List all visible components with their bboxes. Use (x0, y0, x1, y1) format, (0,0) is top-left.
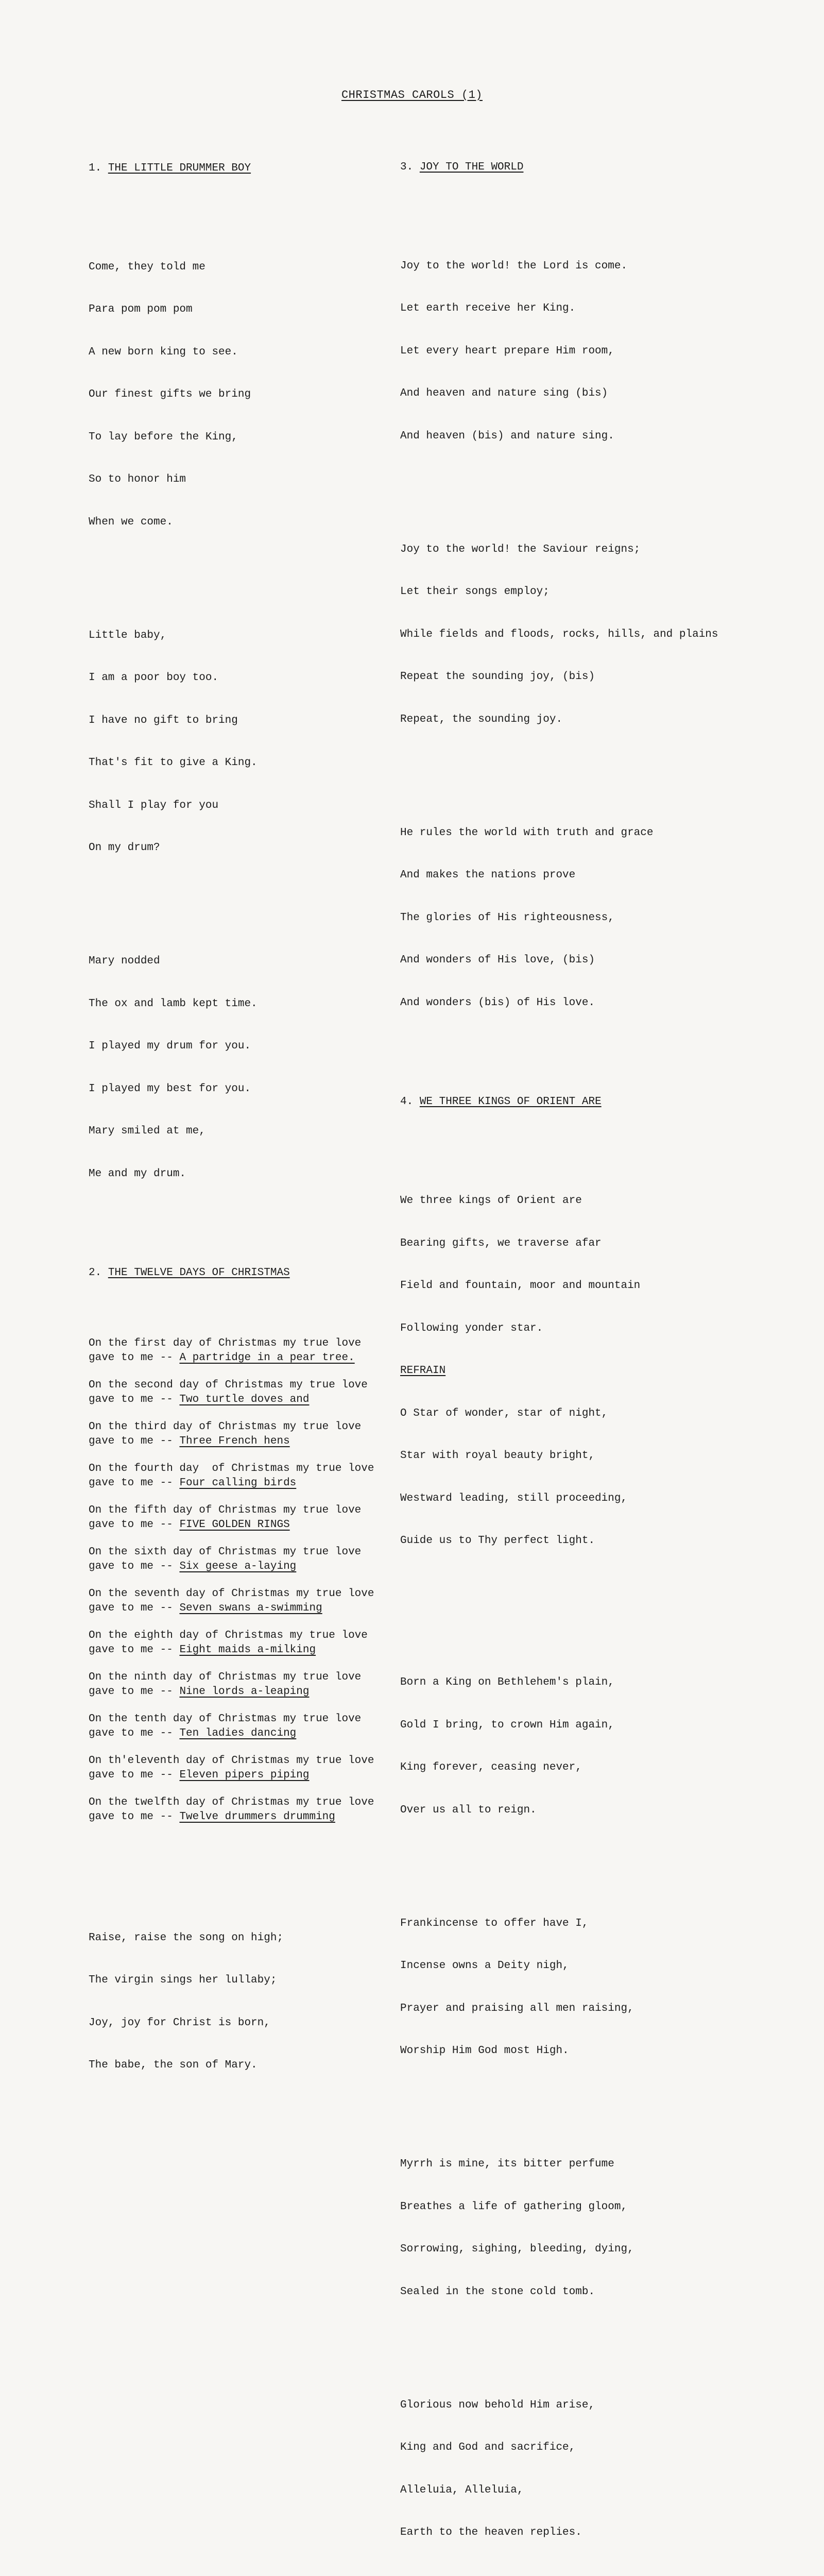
day-stanza (89, 1629, 403, 1657)
stanza (400, 798, 802, 1039)
lyric-line: The glories of His righteousness, (400, 911, 614, 924)
day-stanza (89, 1712, 403, 1740)
day-stanza (89, 1587, 403, 1615)
lyric-line: Me and my drum. (89, 1167, 186, 1180)
lyric-line: Glorious now behold Him arise, (400, 2399, 595, 2411)
lyric-line: And wonders of His love, (bis) (400, 954, 595, 966)
lyric-line: Born a King on Bethlehem's plain, (400, 1676, 614, 1688)
gift-text: Ten ladies dancing (179, 1727, 297, 1739)
lyric-line: And heaven and nature sing (bis) (400, 387, 608, 399)
lyric-line: I played my drum for you. (89, 1040, 251, 1052)
right-column (400, 117, 802, 2576)
gift-text: Three French hens (179, 1435, 290, 1447)
left-column (89, 118, 403, 2115)
day-stanza (89, 1795, 403, 1824)
gift-prefix: gave to me -- (89, 1685, 180, 1698)
stanza (400, 231, 802, 472)
lyric-line: A new born king to see. (89, 346, 238, 358)
lyric-line: Worship Him God most High. (400, 2045, 569, 2057)
lyric-line: On the ninth day of Christmas my true love (89, 1671, 362, 1683)
carol-number: 4. (400, 1096, 414, 1108)
lyric-line (89, 1560, 403, 1574)
lyric-line: Gold I bring, to crown Him again, (400, 1719, 614, 1731)
gift-text: FIVE GOLDEN RINGS (179, 1518, 290, 1531)
lyric-line: Following yonder star. (400, 1322, 543, 1334)
lyric-line: I played my best for you. (89, 1082, 251, 1095)
day-stanza (89, 1545, 403, 1573)
lyric-line: Incense owns a Deity nigh, (400, 1960, 569, 1972)
lyric-line (89, 1685, 403, 1699)
lyric-line: And makes the nations prove (400, 869, 576, 881)
lyric-line: Over us all to reign. (400, 1804, 537, 1816)
lyric-line: Repeat, the sounding joy. (400, 713, 563, 725)
lyric-line: On the sixth day of Christmas my true love (89, 1546, 362, 1558)
lyric-line: Raise, raise the song on high; (89, 1931, 284, 1944)
page-title-text: CHRISTMAS CAROLS (1) (341, 89, 483, 101)
gift-text: Twelve drummers drumming (179, 1810, 335, 1823)
lyric-line: On the seventh day of Christmas my true love (89, 1588, 374, 1600)
carol-number: 1. (89, 162, 102, 174)
day-stanza (89, 1462, 403, 1490)
gift-prefix: gave to me -- (89, 1727, 180, 1739)
lyric-line: Our finest gifts we bring (89, 388, 251, 400)
lyric-line: Shall I play for you (89, 799, 219, 811)
closing-verse (89, 1903, 403, 2101)
gift-prefix: gave to me -- (89, 1518, 180, 1531)
lyric-line: On the twelfth day of Christmas my true love (89, 1797, 374, 1808)
lyric-line: Frankincense to offer have I, (400, 1917, 589, 1929)
gift-text: Eleven pipers piping (179, 1769, 310, 1781)
refrain-label-line (400, 1364, 802, 1378)
lyric-line: So to honor him (89, 473, 186, 485)
lyric-line: Field and fountain, moor and mountain (400, 1280, 641, 1292)
lyric-line (89, 1434, 403, 1449)
lyric-line (89, 1810, 403, 1824)
gift-prefix: gave to me -- (89, 1477, 180, 1489)
lyric-line: Sorrowing, sighing, bleeding, dying, (400, 2243, 634, 2255)
lyric-line: Westward leading, still proceeding, (400, 1492, 628, 1504)
lyric-line (89, 1726, 403, 1741)
gift-prefix: gave to me -- (89, 1393, 180, 1405)
lyric-line: Mary smiled at me, (89, 1125, 205, 1137)
gift-prefix: gave to me -- (89, 1643, 180, 1656)
gift-text: Six geese a-laying (179, 1560, 297, 1572)
stanza (400, 2129, 802, 2327)
lyric-line: The ox and lamb kept time. (89, 997, 258, 1010)
stanza (400, 1647, 802, 1845)
day-stanza (89, 1420, 403, 1448)
lyric-line: Earth to the heaven replies. (400, 2527, 582, 2538)
lyric-line: Joy, joy for Christ is born, (89, 2016, 270, 2029)
gift-text: Seven swans a-swimming (179, 1602, 322, 1614)
lyric-line: On the eighth day of Christmas my true love (89, 1630, 368, 1641)
gift-prefix: gave to me -- (89, 1769, 180, 1781)
lyric-line: Para pom pom pom (89, 303, 193, 315)
lyric-line: To lay before the King, (89, 431, 238, 443)
carol-heading-joy-to-the-world (400, 160, 802, 175)
carol-heading-twelve-days (89, 1266, 403, 1280)
carol-title: THE LITTLE DRUMMER BOY (108, 162, 251, 174)
carol-title: JOY TO THE WORLD (419, 161, 524, 173)
lyric-line: Guide us to Thy perfect light. (400, 1535, 595, 1547)
lyric-line: We three kings of Orient are (400, 1195, 582, 1207)
lyric-line (89, 1476, 403, 1490)
lyric-line: Joy to the world! the Saviour reigns; (400, 543, 641, 555)
carol-number: 2. (89, 1267, 102, 1279)
day-stanza (89, 1378, 403, 1406)
day-stanza (89, 1336, 403, 1365)
lyric-line: On the second day of Christmas my true love (89, 1379, 368, 1391)
lyric-line (89, 1393, 403, 1407)
lyric-line: While fields and floods, rocks, hills, and plains (400, 628, 718, 640)
carol-heading-we-three-kings (400, 1095, 802, 1109)
lyric-line: That's fit to give a King. (89, 757, 258, 769)
day-stanza (89, 1670, 403, 1699)
lyric-line: Bearing gifts, we traverse afar (400, 1237, 602, 1249)
carol-title: WE THREE KINGS OF ORIENT ARE (419, 1096, 602, 1108)
lyric-line: Repeat the sounding joy, (bis) (400, 671, 595, 683)
gift-prefix: gave to me -- (89, 1810, 180, 1823)
gift-prefix: gave to me -- (89, 1560, 180, 1572)
lyric-line: Let every heart prepare Him room, (400, 345, 614, 357)
lyric-line (89, 1601, 403, 1616)
stanza (400, 1165, 802, 1577)
twelve-days-list (89, 1336, 403, 1824)
page-title (0, 89, 824, 101)
lyric-line: He rules the world with truth and grace (400, 826, 654, 839)
carol-heading-drummer-boy (89, 161, 403, 176)
stanza (400, 514, 802, 755)
lyric-line: On my drum? (89, 842, 160, 854)
lyric-line: I have no gift to bring (89, 714, 238, 726)
lyric-line: I am a poor boy too. (89, 672, 219, 684)
lyric-line: King and God and sacrifice, (400, 2442, 576, 2453)
lyric-line: King forever, ceasing never, (400, 1761, 582, 1773)
lyric-line (89, 1518, 403, 1532)
lyric-line: Myrrh is mine, its bitter perfume (400, 2158, 614, 2170)
stanza (400, 2370, 802, 2568)
gift-prefix: gave to me -- (89, 1351, 180, 1364)
lyric-line: Prayer and praising all men raising, (400, 2002, 634, 2014)
lyric-line: And wonders (bis) of His love. (400, 996, 595, 1009)
lyric-line: On the first day of Christmas my true love (89, 1337, 362, 1349)
stanza (89, 600, 403, 884)
lyric-line: Breathes a life of gathering gloom, (400, 2200, 628, 2213)
carol-title: THE TWELVE DAYS OF CHRISTMAS (108, 1267, 290, 1279)
lyric-line: Let earth receive her King. (400, 302, 576, 314)
lyric-line (89, 1643, 403, 1657)
lyric-line: Come, they told me (89, 261, 205, 273)
lyric-line: And heaven (bis) and nature sing. (400, 430, 614, 442)
spacer (400, 1605, 802, 1619)
lyric-line: Sealed in the stone cold tomb. (400, 2285, 595, 2298)
lyric-line: The babe, the son of Mary. (89, 2059, 258, 2071)
refrain-label: REFRAIN (400, 1365, 446, 1377)
lyric-line: O Star of wonder, star of night, (400, 1407, 608, 1419)
lyric-line: On th'eleventh day of Christmas my true love (89, 1755, 374, 1767)
day-stanza (89, 1503, 403, 1532)
lyric-line: On the third day of Christmas my true love (89, 1421, 362, 1433)
gift-prefix: gave to me -- (89, 1602, 180, 1614)
stanza (89, 926, 403, 1209)
stanza (89, 232, 403, 558)
lyric-line: Star with royal beauty bright, (400, 1450, 595, 1462)
lyric-line: Mary nodded (89, 955, 160, 967)
gift-text: A partridge in a pear tree. (179, 1351, 355, 1364)
day-stanza (89, 1754, 403, 1782)
lyric-line: Alleluia, Alleluia, (400, 2484, 524, 2496)
gift-text: Two turtle doves and (179, 1393, 310, 1405)
lyric-line: Little baby, (89, 629, 167, 641)
lyric-line: On the tenth day of Christmas my true love (89, 1713, 362, 1725)
carol-number: 3. (400, 161, 414, 173)
lyric-line: Joy to the world! the Lord is come. (400, 260, 628, 272)
lyric-line: On the fifth day of Christmas my true love (89, 1504, 362, 1516)
lyric-line: Let their songs employ; (400, 586, 550, 598)
gift-text: Nine lords a-leaping (179, 1685, 310, 1698)
gift-text: Four calling birds (179, 1477, 297, 1489)
lyric-line (89, 1768, 403, 1783)
lyric-line (89, 1351, 403, 1365)
lyric-line: When we come. (89, 516, 173, 528)
stanza (400, 1888, 802, 2087)
lyric-line: The virgin sings her lullaby; (89, 1974, 277, 1986)
lyric-line: On the fourth day of Christmas my true love (89, 1463, 374, 1475)
gift-text: Eight maids a-milking (179, 1643, 316, 1656)
gift-prefix: gave to me -- (89, 1435, 180, 1447)
